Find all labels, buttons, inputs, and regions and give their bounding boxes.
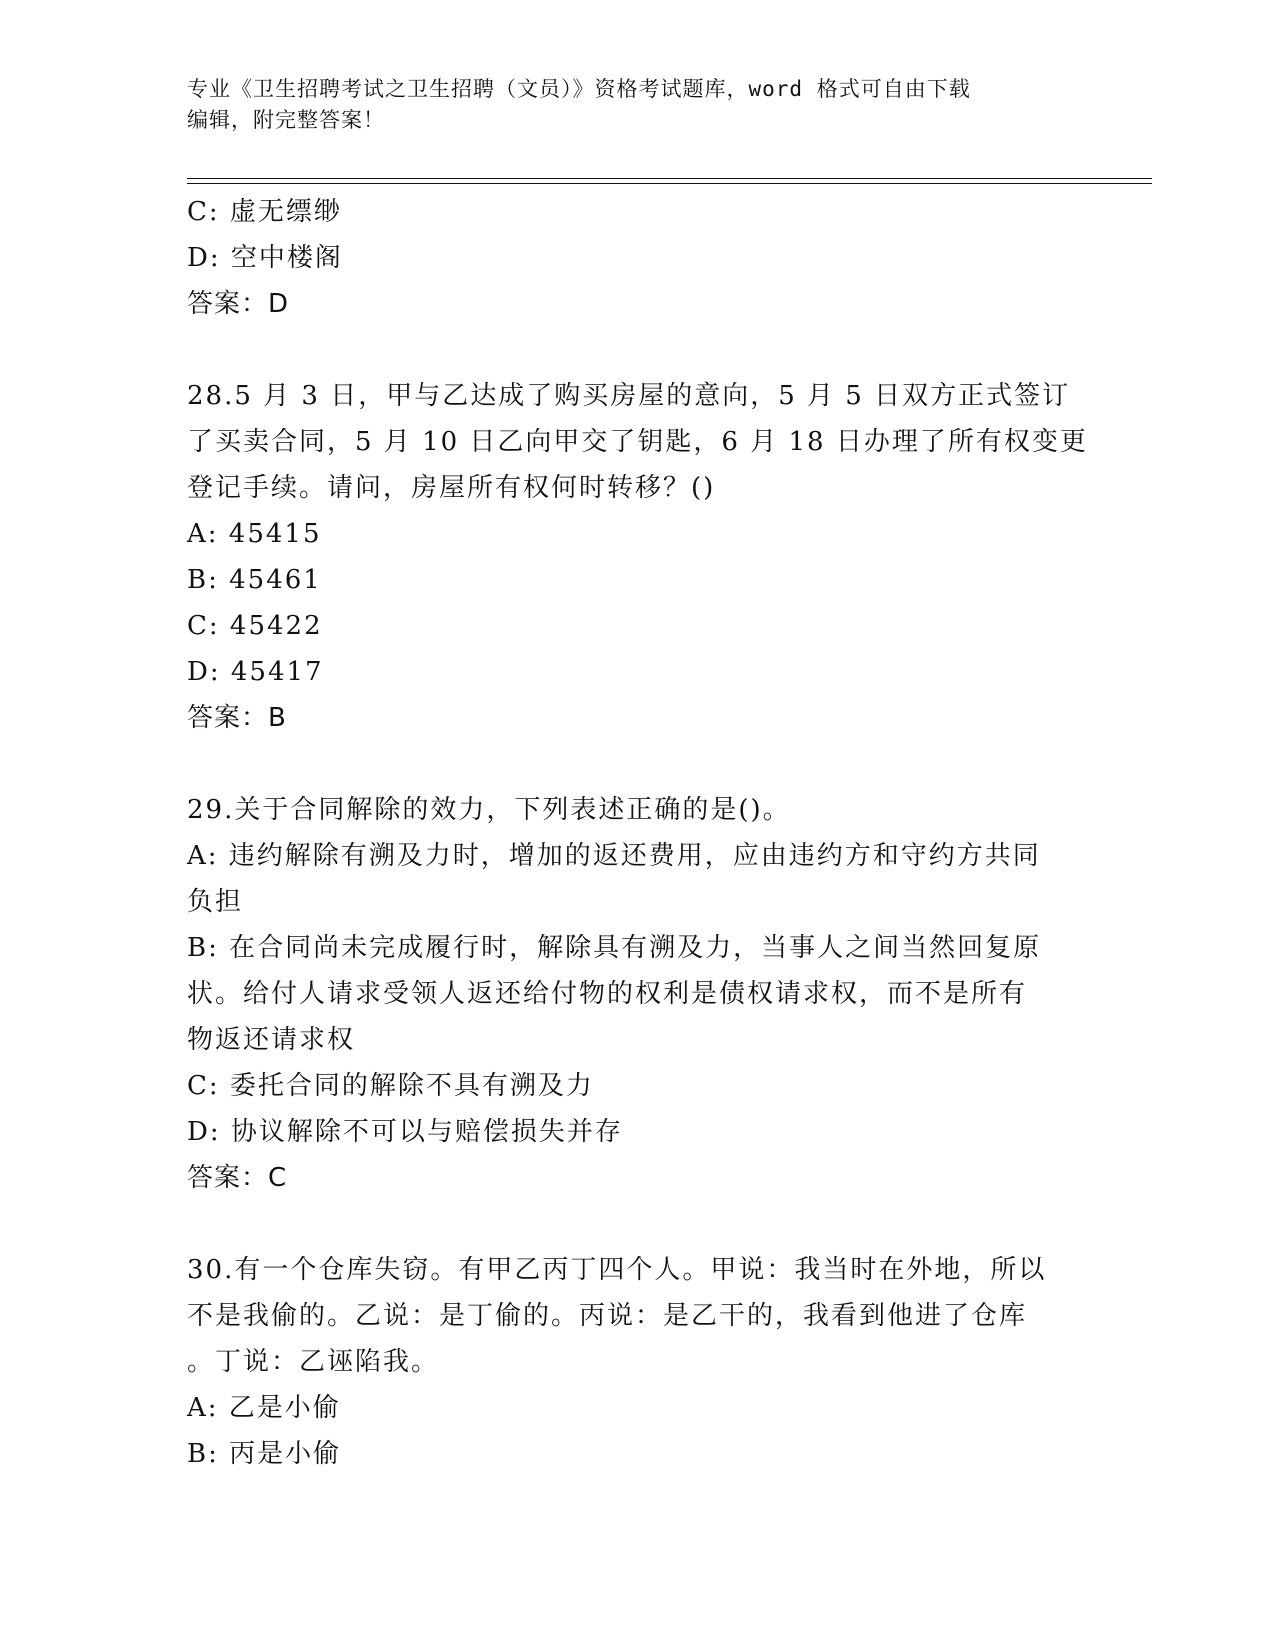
question-29 <box>187 787 1087 1201</box>
q29-option-d: D: 协议解除不可以与赔偿损失并存 <box>187 1117 623 1147</box>
q27-answer: 答案：D <box>187 289 290 319</box>
header-line-1: 专业《卫生招聘考试之卫生招聘（文员）》资格考试题库，word 格式可自由下载 <box>187 77 971 101</box>
q28-stem-line-2: 了买卖合同，5 月 10 日乙向甲交了钥匙，6 月 18 日办理了所有权变更 <box>187 427 1088 457</box>
q30-option-b: B: 丙是小偷 <box>187 1439 342 1469</box>
spacer <box>187 327 1087 373</box>
q29-stem-line-1: 29.关于合同解除的效力，下列表述正确的是()。 <box>187 795 791 825</box>
q29-option-b-line-2: 状。给付人请求受领人返还给付物的权利是债权请求权，而不是所有 <box>187 979 1028 1009</box>
q29-option-b-line-1: B: 在合同尚未完成履行时，解除具有溯及力，当事人之间当然回复原 <box>187 933 1042 963</box>
q28-option-c: C: 45422 <box>187 611 323 641</box>
document-header <box>187 74 1087 136</box>
q28-stem-line-3: 登记手续。请问，房屋所有权何时转移？() <box>187 473 716 503</box>
header-divider-bottom <box>187 183 1152 184</box>
question-30 <box>187 1247 1087 1477</box>
q27-option-d: D: 空中楼阁 <box>187 243 343 273</box>
header-divider-top <box>187 178 1152 179</box>
document-body <box>187 189 1087 1477</box>
question-28 <box>187 373 1087 741</box>
q30-stem-line-2: 不是我偷的。乙说：是丁偷的。丙说：是乙干的，我看到他进了仓库 <box>187 1301 1028 1331</box>
question-27 <box>187 189 1087 327</box>
q27-option-c: C: 虚无缥缈 <box>187 197 342 227</box>
header-line-2: 编辑，附完整答案！ <box>187 108 385 132</box>
q29-answer: 答案：C <box>187 1163 288 1193</box>
q28-option-a: A: 45415 <box>187 519 322 549</box>
q29-option-b-line-3: 物返还请求权 <box>187 1025 356 1055</box>
q29-option-a-line-1: A: 违约解除有溯及力时，增加的返还费用，应由违约方和守约方共同 <box>187 841 1041 871</box>
q30-option-a: A: 乙是小偷 <box>187 1393 341 1423</box>
q28-stem-line-1: 28.5 月 3 日，甲与乙达成了购买房屋的意向，5 月 5 日双方正式签订 <box>187 381 1071 411</box>
q30-stem-line-3: 。丁说：乙诬陷我。 <box>187 1347 440 1377</box>
q28-option-d: D: 45417 <box>187 657 324 687</box>
spacer <box>187 741 1087 787</box>
q28-option-b: B: 45461 <box>187 565 322 595</box>
q29-option-c: C: 委托合同的解除不具有溯及力 <box>187 1071 594 1101</box>
q30-stem-line-1: 30.有一个仓库失窃。有甲乙丙丁四个人。甲说：我当时在外地，所以 <box>187 1255 1047 1285</box>
q28-answer: 答案：B <box>187 703 287 733</box>
q29-option-a-line-2: 负担 <box>187 887 244 917</box>
spacer <box>187 1201 1087 1247</box>
